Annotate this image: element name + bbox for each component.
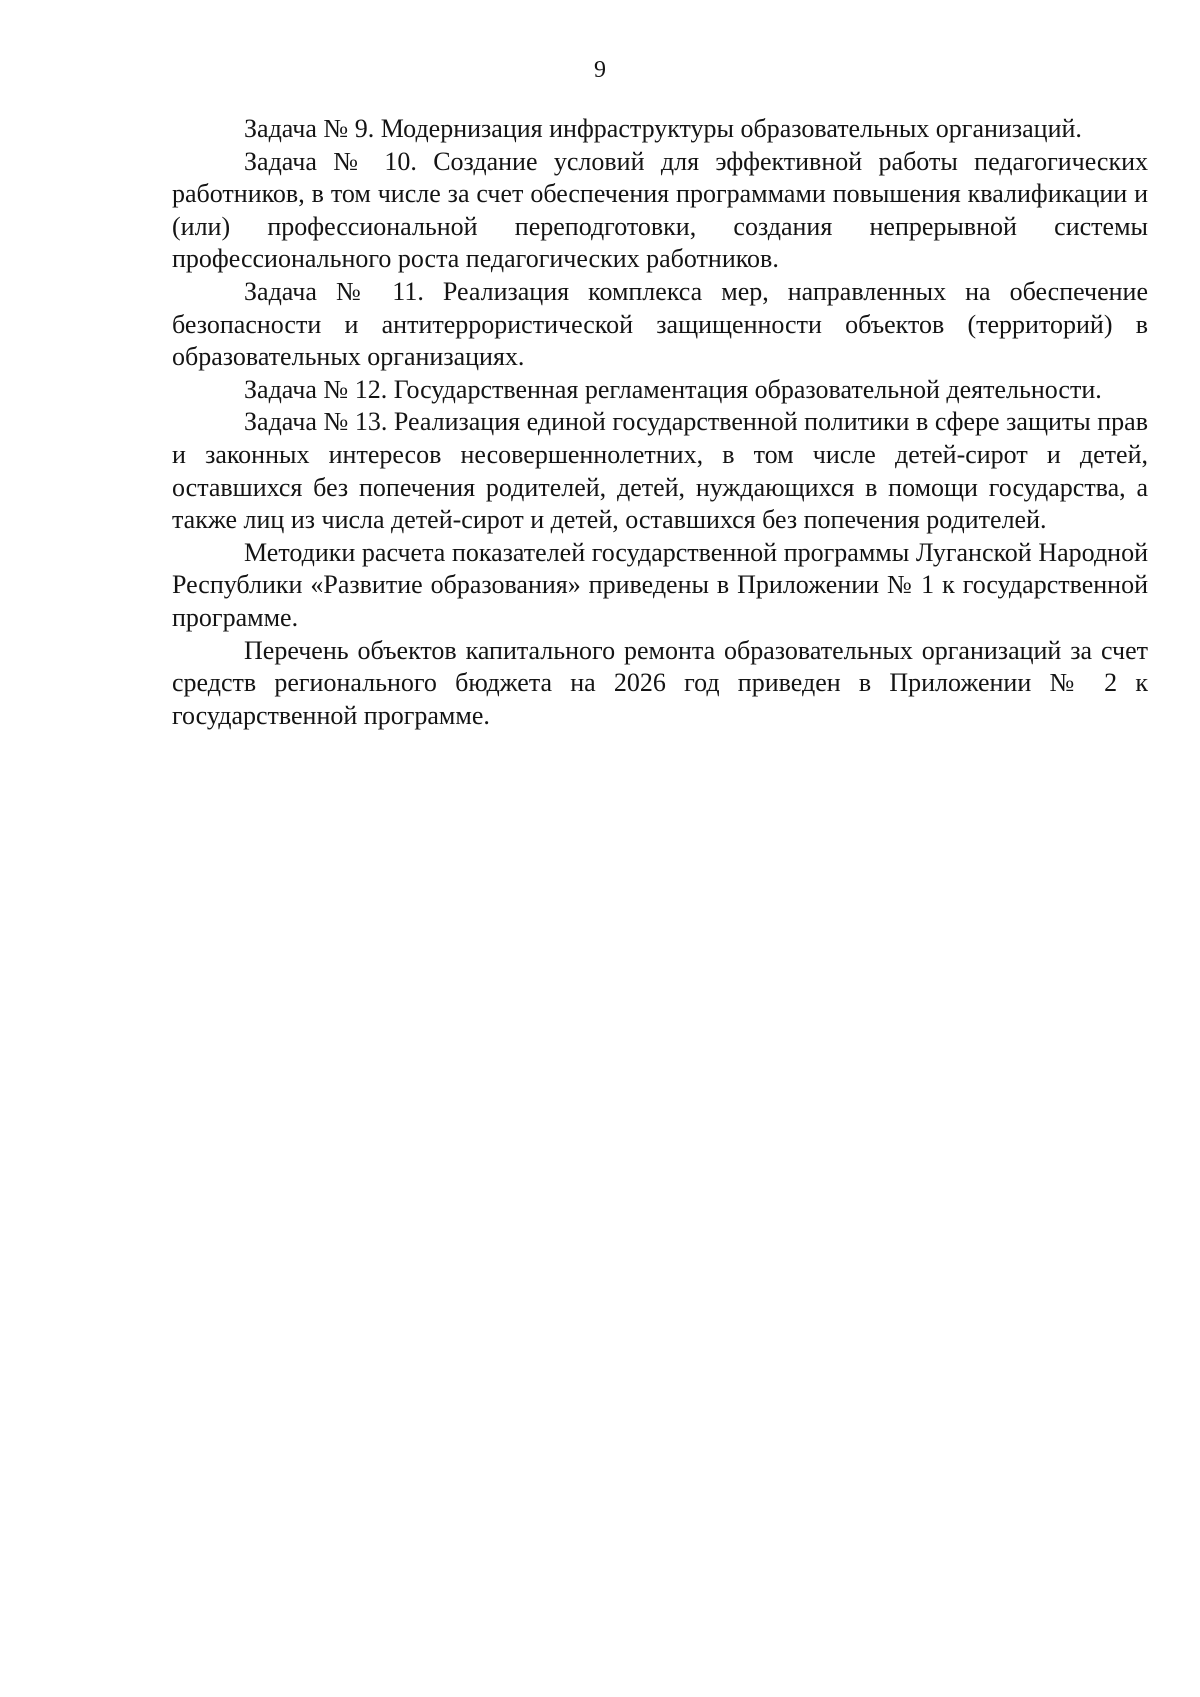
paragraph-task-11: Задача № 11. Реализация комплекса мер, направленных на обеспечение безопасности и антитеррористической защищенности объектов (территорий) в образовательных организациях. [172,276,1148,372]
document-body [172,113,1148,732]
paragraph-task-12: Задача № 12. Государственная регламентация образовательной деятельности. [244,374,1102,404]
paragraph-methodology: Методики расчета показателей государственной программы Луганской Народной Республики «Развитие образования» приведены в Приложении № 1 к государственной программе. [172,537,1148,632]
paragraph-task-10: Задача № 10. Создание условий для эффективной работы педагогических работников, в том числе за счет обеспечения программами повышения квалификации и (или) профессиональной переподготовки, создания непрерывной системы профессионального роста педагогических работников. [172,146,1148,274]
paragraph-task-13: Задача № 13. Реализация единой государственной политики в сфере защиты прав и законных интересов несовершеннолетних, в том числе детей-сирот и детей, оставшихся без попечения родителей, детей, нуждающихся в помощи государства, а также лиц из числа детей-сирот и детей, оставшихся без попечения родителей. [172,407,1148,535]
paragraph-repair-list: Перечень объектов капитального ремонта образовательных организаций за счет средств регионального бюджета на 2026 год приведен в Приложении № 2 к государственной программе. [172,635,1148,730]
paragraph-task-9: Задача № 9. Модернизация инфраструктуры образовательных организаций. [244,114,1082,143]
page-number: 9 [594,57,606,83]
